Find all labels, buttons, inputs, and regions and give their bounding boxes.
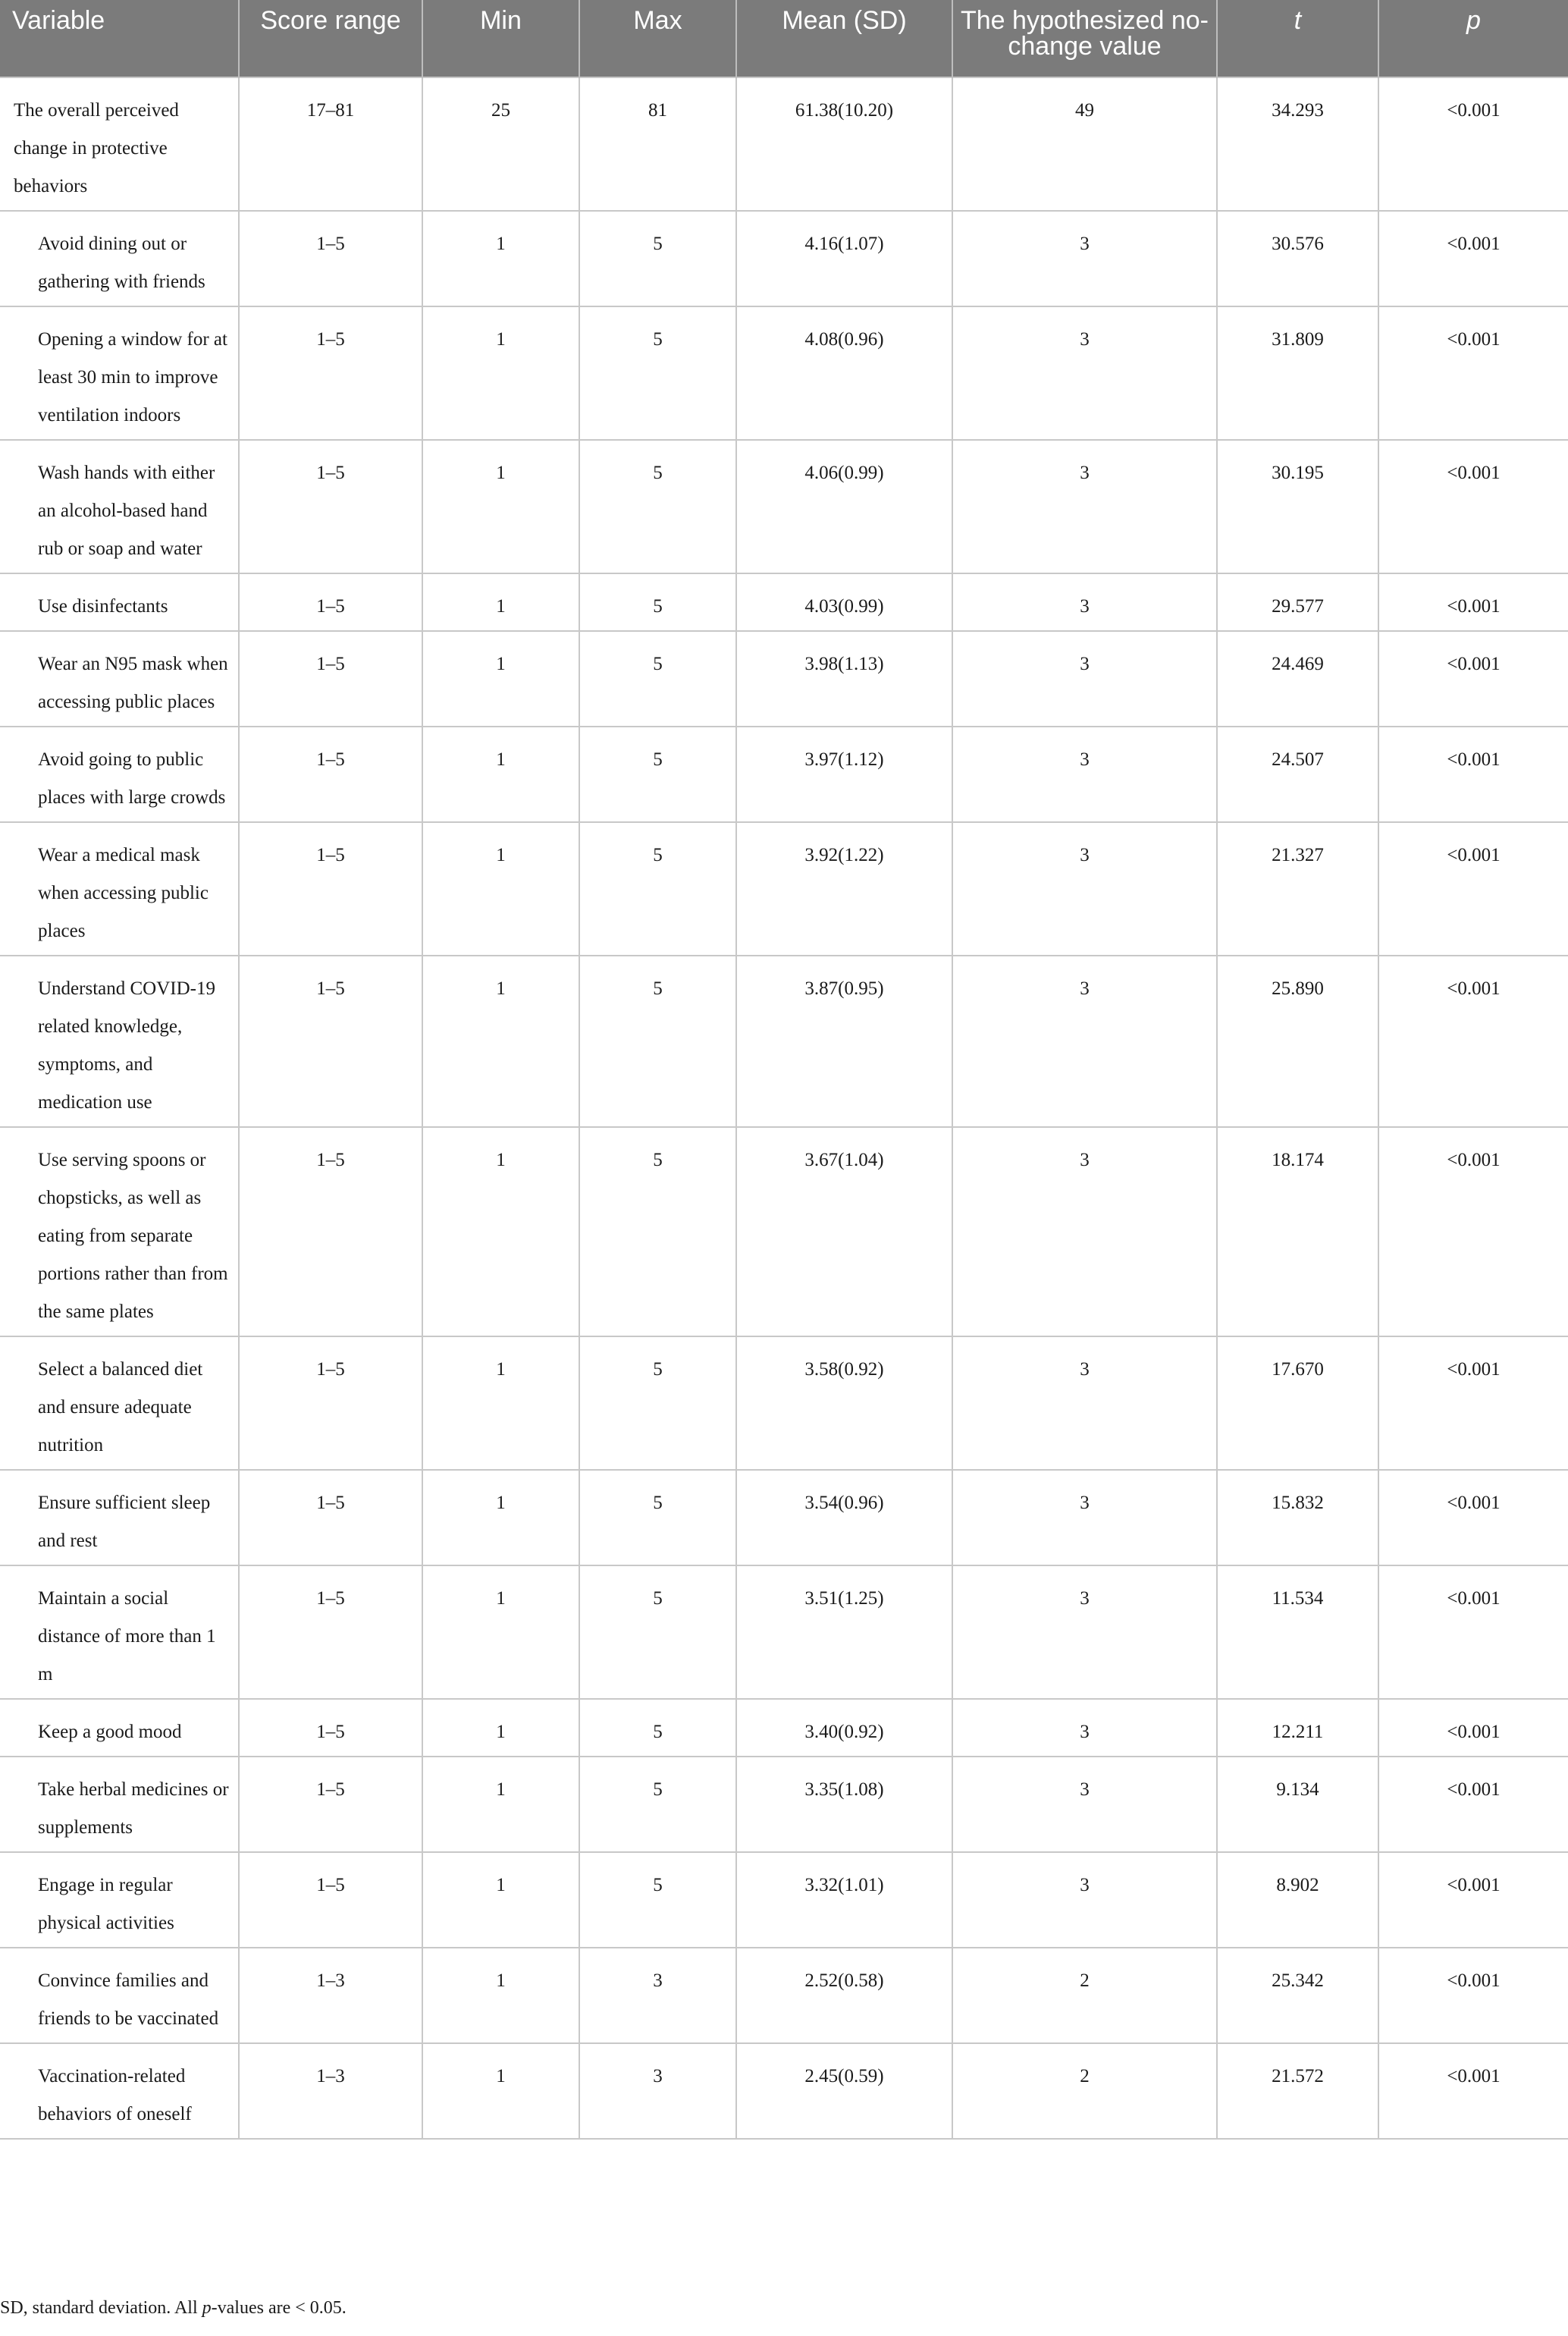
column-header: Max: [579, 0, 736, 77]
min-cell: 1: [422, 1565, 579, 1699]
variable-cell: Convince families and friends to be vaccinated: [0, 1948, 239, 2043]
no-change-cell: 3: [952, 211, 1217, 306]
no-change-cell: 3: [952, 1852, 1217, 1948]
mean-sd-cell: 2.45(0.59): [736, 2043, 952, 2139]
p-cell: <0.001: [1378, 822, 1568, 956]
variable-cell: Wear a medical mask when accessing public places: [0, 822, 239, 956]
mean-sd-cell: 3.67(1.04): [736, 1127, 952, 1336]
p-cell: <0.001: [1378, 1565, 1568, 1699]
score-range-cell: 1–5: [239, 822, 422, 956]
mean-sd-cell: 3.32(1.01): [736, 1852, 952, 1948]
t-cell: 21.572: [1217, 2043, 1378, 2139]
max-cell: 5: [579, 1336, 736, 1470]
max-cell: 5: [579, 1699, 736, 1757]
max-cell: 5: [579, 1127, 736, 1336]
mean-sd-cell: 3.54(0.96): [736, 1470, 952, 1565]
variable-cell: The overall perceived change in protective behaviors: [0, 77, 239, 211]
table-row: [0, 1948, 1568, 2043]
mean-sd-cell: 3.98(1.13): [736, 631, 952, 727]
t-cell: 12.211: [1217, 1699, 1378, 1757]
no-change-cell: 3: [952, 306, 1217, 440]
score-range-cell: 17–81: [239, 77, 422, 211]
score-range-cell: 1–3: [239, 1948, 422, 2043]
footnote-text-2: -values are < 0.05.: [211, 2298, 347, 2318]
mean-sd-cell: 3.35(1.08): [736, 1757, 952, 1852]
t-cell: 25.890: [1217, 956, 1378, 1127]
score-range-cell: 1–5: [239, 1699, 422, 1757]
no-change-cell: 3: [952, 1336, 1217, 1470]
table-row: [0, 440, 1568, 573]
table-row: [0, 306, 1568, 440]
t-cell: 17.670: [1217, 1336, 1378, 1470]
mean-sd-cell: 4.06(0.99): [736, 440, 952, 573]
mean-sd-cell: 3.58(0.92): [736, 1336, 952, 1470]
p-cell: <0.001: [1378, 1948, 1568, 2043]
min-cell: 25: [422, 77, 579, 211]
table-body: [0, 77, 1568, 2139]
no-change-cell: 3: [952, 1565, 1217, 1699]
no-change-cell: 3: [952, 440, 1217, 573]
table-row: [0, 1757, 1568, 1852]
p-cell: <0.001: [1378, 1336, 1568, 1470]
table-row: [0, 1470, 1568, 1565]
p-cell: <0.001: [1378, 1470, 1568, 1565]
min-cell: 1: [422, 306, 579, 440]
score-range-cell: 1–5: [239, 1852, 422, 1948]
variable-cell: Use serving spoons or chopsticks, as well as eating from separate portions rather than from the same plates: [0, 1127, 239, 1336]
column-header: t: [1217, 0, 1378, 77]
mean-sd-cell: 2.52(0.58): [736, 1948, 952, 2043]
mean-sd-cell: 3.87(0.95): [736, 956, 952, 1127]
t-cell: 25.342: [1217, 1948, 1378, 2043]
min-cell: 1: [422, 956, 579, 1127]
p-cell: <0.001: [1378, 956, 1568, 1127]
t-cell: 18.174: [1217, 1127, 1378, 1336]
no-change-cell: 3: [952, 727, 1217, 822]
table-row: [0, 1699, 1568, 1757]
max-cell: 5: [579, 1470, 736, 1565]
min-cell: 1: [422, 1852, 579, 1948]
mean-sd-cell: 4.08(0.96): [736, 306, 952, 440]
p-cell: <0.001: [1378, 631, 1568, 727]
t-cell: 29.577: [1217, 573, 1378, 631]
variable-cell: Opening a window for at least 30 min to improve ventilation indoors: [0, 306, 239, 440]
score-range-cell: 1–5: [239, 440, 422, 573]
table-row: [0, 727, 1568, 822]
score-range-cell: 1–5: [239, 1127, 422, 1336]
p-cell: <0.001: [1378, 727, 1568, 822]
max-cell: 5: [579, 822, 736, 956]
no-change-cell: 49: [952, 77, 1217, 211]
t-cell: 21.327: [1217, 822, 1378, 956]
footnote-p-italic: p: [202, 2298, 212, 2318]
t-cell: 9.134: [1217, 1757, 1378, 1852]
variable-cell: Wash hands with either an alcohol-based hand rub or soap and water: [0, 440, 239, 573]
score-range-cell: 1–5: [239, 306, 422, 440]
column-header: Min: [422, 0, 579, 77]
table-row: [0, 1127, 1568, 1336]
p-cell: <0.001: [1378, 306, 1568, 440]
no-change-cell: 3: [952, 956, 1217, 1127]
table-row: [0, 1565, 1568, 1699]
max-cell: 5: [579, 1852, 736, 1948]
t-cell: 24.507: [1217, 727, 1378, 822]
p-cell: <0.001: [1378, 211, 1568, 306]
variable-cell: Take herbal medicines or supplements: [0, 1757, 239, 1852]
column-header: Score range: [239, 0, 422, 77]
t-cell: 31.809: [1217, 306, 1378, 440]
p-cell: <0.001: [1378, 1757, 1568, 1852]
t-cell: 30.576: [1217, 211, 1378, 306]
max-cell: 5: [579, 727, 736, 822]
score-range-cell: 1–5: [239, 727, 422, 822]
min-cell: 1: [422, 440, 579, 573]
mean-sd-cell: 3.97(1.12): [736, 727, 952, 822]
p-cell: <0.001: [1378, 2043, 1568, 2139]
mean-sd-cell: 3.92(1.22): [736, 822, 952, 956]
max-cell: 5: [579, 306, 736, 440]
mean-sd-cell: 61.38(10.20): [736, 77, 952, 211]
min-cell: 1: [422, 727, 579, 822]
min-cell: 1: [422, 1948, 579, 2043]
no-change-cell: 3: [952, 1470, 1217, 1565]
max-cell: 5: [579, 573, 736, 631]
score-range-cell: 1–5: [239, 631, 422, 727]
table-row: [0, 1336, 1568, 1470]
score-range-cell: 1–3: [239, 2043, 422, 2139]
table-row: [0, 1852, 1568, 1948]
no-change-cell: 3: [952, 573, 1217, 631]
p-cell: <0.001: [1378, 1127, 1568, 1336]
variable-cell: Use disinfectants: [0, 573, 239, 631]
no-change-cell: 2: [952, 1948, 1217, 2043]
column-header: p: [1378, 0, 1568, 77]
min-cell: 1: [422, 1127, 579, 1336]
no-change-cell: 3: [952, 1127, 1217, 1336]
min-cell: 1: [422, 1470, 579, 1565]
score-range-cell: 1–5: [239, 1757, 422, 1852]
score-range-cell: 1–5: [239, 211, 422, 306]
min-cell: 1: [422, 822, 579, 956]
variable-cell: Avoid going to public places with large crowds: [0, 727, 239, 822]
variable-cell: Engage in regular physical activities: [0, 1852, 239, 1948]
table-row: [0, 631, 1568, 727]
score-range-cell: 1–5: [239, 573, 422, 631]
variable-cell: Ensure sufficient sleep and rest: [0, 1470, 239, 1565]
max-cell: 5: [579, 211, 736, 306]
variable-cell: Understand COVID-19 related knowledge, symptoms, and medication use: [0, 956, 239, 1127]
p-cell: <0.001: [1378, 1699, 1568, 1757]
t-cell: 34.293: [1217, 77, 1378, 211]
max-cell: 3: [579, 2043, 736, 2139]
max-cell: 3: [579, 1948, 736, 2043]
mean-sd-cell: 3.40(0.92): [736, 1699, 952, 1757]
t-cell: 15.832: [1217, 1470, 1378, 1565]
max-cell: 5: [579, 1565, 736, 1699]
score-range-cell: 1–5: [239, 956, 422, 1127]
no-change-cell: 3: [952, 1699, 1217, 1757]
max-cell: 5: [579, 440, 736, 573]
max-cell: 81: [579, 77, 736, 211]
min-cell: 1: [422, 1699, 579, 1757]
variable-cell: Select a balanced diet and ensure adequate nutrition: [0, 1336, 239, 1470]
table-row: [0, 573, 1568, 631]
max-cell: 5: [579, 631, 736, 727]
table-row: [0, 822, 1568, 956]
no-change-cell: 2: [952, 2043, 1217, 2139]
p-cell: <0.001: [1378, 77, 1568, 211]
variable-cell: Vaccination-related behaviors of oneself: [0, 2043, 239, 2139]
table-row: [0, 77, 1568, 211]
table-row: [0, 211, 1568, 306]
min-cell: 1: [422, 1757, 579, 1852]
min-cell: 1: [422, 631, 579, 727]
variable-cell: Maintain a social distance of more than 1 m: [0, 1565, 239, 1699]
p-cell: <0.001: [1378, 1852, 1568, 1948]
footnote-text-1: SD, standard deviation. All: [0, 2298, 202, 2318]
min-cell: 1: [422, 2043, 579, 2139]
min-cell: 1: [422, 1336, 579, 1470]
mean-sd-cell: 3.51(1.25): [736, 1565, 952, 1699]
min-cell: 1: [422, 211, 579, 306]
max-cell: 5: [579, 1757, 736, 1852]
t-cell: 24.469: [1217, 631, 1378, 727]
variable-cell: Wear an N95 mask when accessing public places: [0, 631, 239, 727]
score-range-cell: 1–5: [239, 1470, 422, 1565]
min-cell: 1: [422, 573, 579, 631]
table-header-row: [0, 0, 1568, 77]
max-cell: 5: [579, 956, 736, 1127]
t-cell: 30.195: [1217, 440, 1378, 573]
p-cell: <0.001: [1378, 573, 1568, 631]
column-header: Mean (SD): [736, 0, 952, 77]
table-row: [0, 2043, 1568, 2139]
variable-cell: Keep a good mood: [0, 1699, 239, 1757]
table-row: [0, 956, 1568, 1127]
mean-sd-cell: 4.03(0.99): [736, 573, 952, 631]
no-change-cell: 3: [952, 822, 1217, 956]
t-cell: 8.902: [1217, 1852, 1378, 1948]
column-header: The hypothesized no-change value: [952, 0, 1217, 77]
p-cell: <0.001: [1378, 440, 1568, 573]
variable-cell: Avoid dining out or gathering with friends: [0, 211, 239, 306]
table-footnote: [0, 2298, 347, 2319]
mean-sd-cell: 4.16(1.07): [736, 211, 952, 306]
no-change-cell: 3: [952, 631, 1217, 727]
no-change-cell: 3: [952, 1757, 1217, 1852]
score-range-cell: 1–5: [239, 1565, 422, 1699]
column-header: Variable: [0, 0, 239, 77]
score-range-cell: 1–5: [239, 1336, 422, 1470]
t-cell: 11.534: [1217, 1565, 1378, 1699]
